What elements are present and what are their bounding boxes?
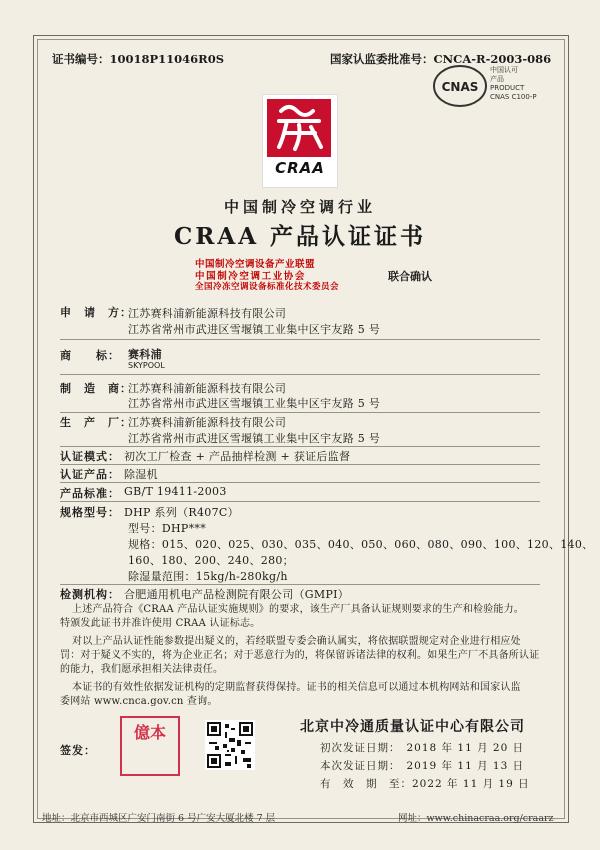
- craa-logo-emblem: [267, 99, 331, 157]
- divider: [60, 339, 540, 340]
- spec-sizes-2: 160、180、200、240、280；: [128, 554, 294, 567]
- paragraph-line: 上述产品符合《CRAA 产品认证实施规则》的要求，该生产厂具备认证规则要求的生产和检验能力。: [72, 604, 525, 615]
- cnas-text: 中国认可 产品 PRODUCT CNAS C100-P: [490, 66, 537, 101]
- org-3: 全国冷冻空调设备标准化技术委员会: [195, 282, 340, 292]
- spec-series: DHP 系列（R407C）: [124, 506, 239, 519]
- paragraph-line: 对以上产品认证性能参数提出疑义的，若经联盟专委会确认属实，将依据联盟规定对企业进行相应处: [72, 636, 521, 647]
- product-label: 认证产品：: [60, 468, 120, 481]
- paragraph-line: 委网站 www.cnca.gov.cn 查询。: [60, 696, 218, 707]
- divider: [60, 446, 540, 447]
- footer-address: 地址：北京市西城区广安门南街 6 号广安大厦北楼 7 层: [42, 813, 276, 824]
- divider: [60, 464, 540, 465]
- divider: [60, 412, 540, 413]
- trademark-en: SKYPOOL: [128, 361, 165, 370]
- this-issue-date: 本次发证日期： 2019 年 11 月 13 日: [320, 760, 525, 772]
- divider: [60, 482, 540, 483]
- divider: [60, 374, 540, 375]
- spec-range: 除湿量范围：15kg/h-280kg/h: [128, 570, 288, 583]
- title-industry: 中国制冷空调行业: [223, 198, 376, 216]
- svg-text:CNAS: CNAS: [441, 80, 479, 94]
- lab-label: 检测机构：: [60, 588, 120, 601]
- spec-sizes-1: 规格：015、020、025、030、035、040、050、060、080、090、100、120、140、: [128, 538, 594, 551]
- factory-label: 生 产 厂：: [60, 416, 132, 429]
- factory-address: 江苏省常州市武进区雪堰镇工业集中区宇友路 5 号: [128, 432, 381, 445]
- trademark-cn: 赛科浦: [128, 348, 162, 361]
- expiry-date: 有 效 期 至：2022 年 11 月 19 日: [320, 778, 530, 790]
- craa-logo-text: CRAA: [275, 159, 325, 177]
- cnas-icon: [432, 62, 492, 110]
- standard-label: 产品标准：: [60, 487, 120, 500]
- product-standard: GB/T 19411-2003: [124, 485, 227, 498]
- issuer-name: 北京中冷通质量认证中心有限公司: [300, 719, 525, 735]
- testing-lab: 合肥通用机电产品检测院有限公司（GMPI）: [124, 588, 350, 601]
- paragraph-line: 的能力，我们愿承担相关法律责任。: [60, 664, 224, 675]
- org-2: 中国制冷空调工业协会: [195, 271, 307, 282]
- mode-label: 认证模式：: [60, 450, 120, 463]
- manufacturer-address: 江苏省常州市武进区雪堰镇工业集中区宇友路 5 号: [128, 397, 381, 410]
- trademark-label: 商 标：: [60, 349, 120, 362]
- first-issue-date: 初次发证日期： 2018 年 11 月 20 日: [320, 742, 525, 754]
- paragraph-line: 罚：对于疑义不实的，将为企业正名；对于恶意行为的，将保留诉诸法律的权利。如果生产厂不具备所认证: [60, 650, 540, 661]
- divider: [60, 584, 540, 585]
- craa-logo: [262, 94, 338, 188]
- footer-website[interactable]: 网址：www.chinacraa.org/craarz: [398, 813, 554, 824]
- spec-model: 型号：DHP***: [128, 522, 207, 535]
- spec-label: 规格型号：: [60, 506, 120, 519]
- certified-product: 除湿机: [124, 468, 158, 481]
- paragraph-line: 本证书的有效性依据发证机构的定期监督获得保持。证书的相关信息可以通过本机构网站和国家认监: [72, 682, 521, 693]
- page-title: CRAA 产品认证证书: [173, 223, 427, 250]
- manufacturer-name: 江苏赛科浦新能源科技有限公司: [128, 382, 287, 395]
- applicant-label: 申 请 方：: [60, 306, 132, 319]
- factory-name: 江苏赛科浦新能源科技有限公司: [128, 416, 287, 429]
- signature-label: 签发：: [60, 744, 96, 757]
- approval-number: 国家认监委批准号：CNCA-R-2003-086: [330, 52, 552, 66]
- signature-seal: 億本: [120, 716, 180, 776]
- joint-confirm: 联合确认: [388, 270, 432, 283]
- applicant-name: 江苏赛科浦新能源科技有限公司: [128, 307, 287, 320]
- qr-code-icon: [205, 720, 255, 770]
- divider: [60, 501, 540, 502]
- manufacturer-label: 制 造 商：: [60, 382, 132, 395]
- org-1: 中国制冷空调设备产业联盟: [195, 259, 316, 270]
- paragraph-line: 特颁发此证书并准许使用 CRAA 认证标志。: [60, 618, 261, 629]
- cnas-mark: [432, 62, 537, 110]
- applicant-address: 江苏省常州市武进区雪堰镇工业集中区宇友路 5 号: [128, 323, 381, 336]
- certification-mode: 初次工厂检查 + 产品抽样检测 + 获证后监督: [124, 450, 351, 463]
- certificate-number: 证书编号：10018P11046R0S: [52, 52, 225, 66]
